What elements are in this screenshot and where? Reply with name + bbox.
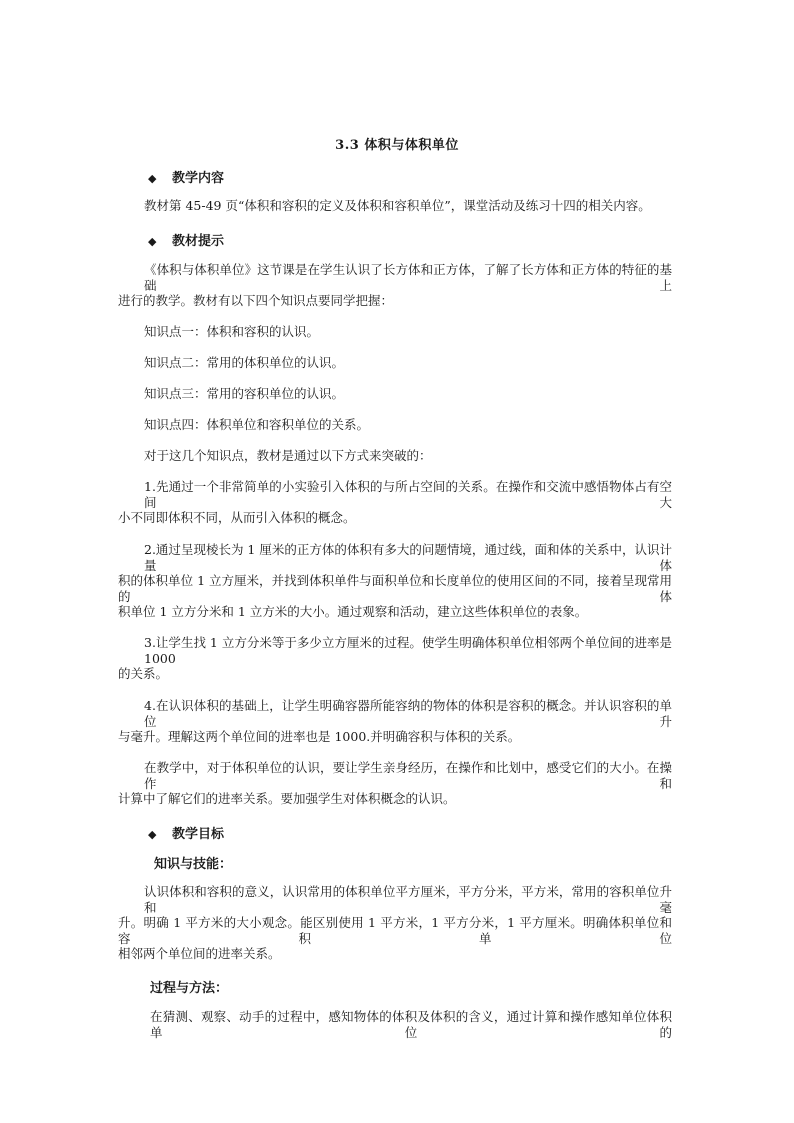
paragraph-line: 积单位 1 立方分米和 1 立方米的大小。通过观察和活动，建立这些体积单位的表象。 [118, 604, 588, 619]
paragraph-line: 教材第 45-49 页“体积和容积的定义及体积和容积单位”，课堂活动及练习十四的相关内容。 [144, 198, 651, 213]
knowledge-point-line: 知识点三：常用的容积单位的认识。 [144, 386, 345, 401]
paragraph-line: 相邻两个单位间的进率关系。 [118, 946, 281, 961]
subheading-process: 过程与方法： [150, 981, 229, 996]
page-title: 3.3 体积与体积单位 [335, 138, 459, 153]
paragraph-line: 在教学中，对于体积单位的认识，要让学生亲身经历，在操作和比划中，感受它们的大小。在操作和 [144, 760, 672, 791]
paragraph-line: 升。明确 1 平方米的大小观念。能区别使用 1 平方米，1 平方分米，1 平方厘米。明确体积单位和容积单位 [118, 915, 672, 946]
knowledge-point-line: 知识点二：常用的体积单位的认识。 [144, 355, 345, 370]
knowledge-point-line: 知识点四：体积单位和容积单位的关系。 [144, 417, 370, 432]
paragraph-line: 对于这几个知识点，教材是通过以下方式来突破的： [144, 448, 432, 463]
paragraph-line: 积的体积单位 1 立方厘米，并找到体积单件与面积单位和长度单位的使用区间的不同，接着呈现常用的体 [118, 573, 672, 604]
diamond-bullet-icon: ◆ [148, 235, 157, 248]
paragraph-line: 在猜测、观察、动手的过程中，感知物体的体积及体积的含义，通过计算和操作感知单位体积单位的 [150, 1009, 672, 1040]
section-heading-label: 教材提示 [172, 234, 225, 249]
paragraph-line: 认识体积和容积的意义，认识常用的体积单位平方厘米，平方分米，平方米，常用的容积单位升和毫 [144, 884, 672, 915]
paragraph-line: 3.让学生找 1 立方分米等于多少立方厘米的过程。使学生明确体积单位相邻两个单位间的进率是 1000 [144, 635, 672, 666]
paragraph-line: 《体积与体积单位》这节课是在学生认识了长方体和正方体，了解了长方体和正方体的特征的基础上 [144, 262, 672, 293]
paragraph-line: 与毫升。理解这两个单位间的进率也是 1000.并明确容积与体积的关系。 [118, 729, 521, 744]
section-heading-label: 教学内容 [172, 171, 225, 186]
knowledge-point-line: 知识点一：体积和容积的认识。 [144, 324, 320, 339]
paragraph-line: 4.在认识体积的基础上，让学生明确容器所能容纳的物体的体积是容积的概念。并认识容积的单位升 [144, 698, 672, 729]
diamond-bullet-icon: ◆ [148, 828, 157, 841]
paragraph-line: 小不同即体积不同，从而引入体积的概念。 [118, 510, 356, 525]
diamond-bullet-icon: ◆ [148, 172, 157, 185]
paragraph-line: 1.先通过一个非常简单的小实验引入体积的与所占空间的关系。在操作和交流中感悟物体占有空间大 [144, 479, 672, 510]
paragraph-line: 2.通过呈现棱长为 1 厘米的正方体的体积有多大的问题情境，通过线，面和体的关系中，认识计量体 [144, 542, 672, 573]
section-heading-goals [148, 823, 224, 842]
paragraph-line: 进行的教学。教材有以下四个知识点要同学把握： [118, 293, 394, 308]
paragraph-line: 的关系。 [118, 666, 169, 681]
section-heading-content [148, 167, 224, 186]
subheading-knowledge: 知识与技能： [154, 857, 233, 872]
section-heading-label: 教学目标 [172, 827, 225, 842]
paragraph-line: 计算中了解它们的进率关系。要加强学生对体积概念的认识。 [118, 791, 456, 806]
section-heading-hints [148, 230, 224, 249]
